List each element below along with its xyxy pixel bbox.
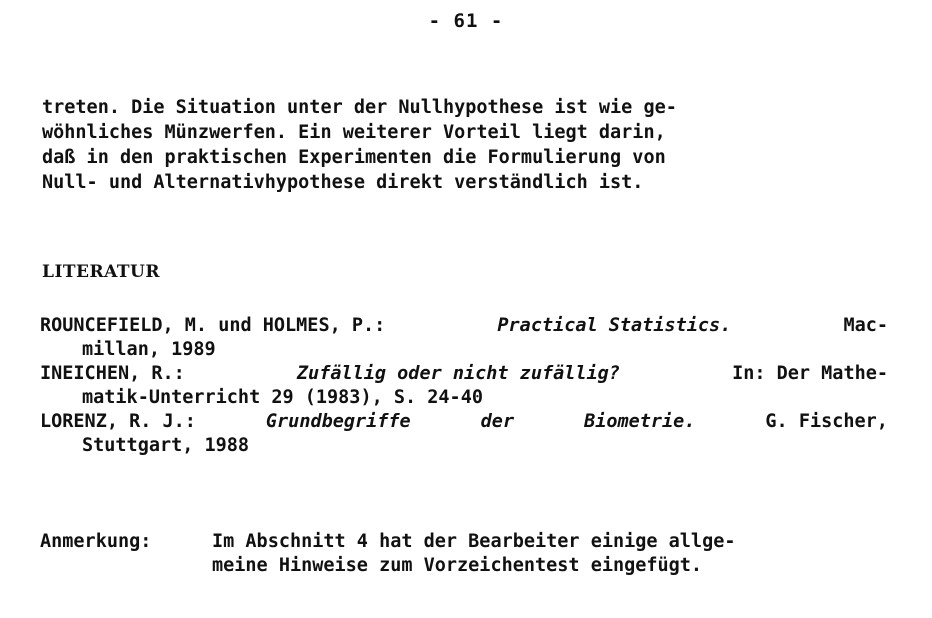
- reference-title-part-3: Biometrie.: [584, 411, 696, 432]
- reference-item: [40, 410, 888, 458]
- reference-title-part-2: der: [480, 411, 515, 432]
- page-number: - 61 -: [428, 10, 504, 32]
- reference-first-line: [40, 362, 888, 386]
- note-label: Anmerkung:: [40, 531, 152, 552]
- reference-first-line: [40, 410, 888, 434]
- section-heading: LITERATUR: [42, 262, 161, 282]
- reference-continuation: Stuttgart, 1988: [82, 435, 250, 456]
- reference-continuation: millan, 1989: [82, 339, 216, 360]
- reference-item: [40, 362, 888, 410]
- reference-item: [40, 314, 888, 362]
- reference-continuation: matik-Unterricht 29 (1983), S. 24-40: [82, 387, 483, 408]
- intro-paragraph: [42, 95, 888, 195]
- reference-publisher: Mac-: [843, 315, 888, 336]
- intro-line-3: daß in den praktischen Experimenten die Formulierung von: [42, 147, 666, 168]
- reference-list: [40, 314, 888, 458]
- reference-title-part-1: Grundbegriffe: [265, 411, 411, 432]
- reference-source: In: Der Mathe-: [732, 363, 888, 384]
- note-line-2: meine Hinweise zum Vorzeichentest eingefügt.: [212, 555, 703, 576]
- reference-author: INEICHEN, R.:: [40, 363, 185, 384]
- reference-title: Zufällig oder nicht zufällig?: [296, 363, 620, 384]
- reference-author: LORENZ, R. J.:: [40, 411, 196, 432]
- reference-title: Practical Statistics.: [497, 315, 732, 336]
- intro-line-4: Null- und Alternativhypothese direkt verständlich ist.: [42, 172, 644, 193]
- intro-line-1: treten. Die Situation unter der Nullhypothese ist wie ge-: [42, 97, 677, 118]
- reference-author: ROUNCEFIELD, M. und HOLMES, P.:: [40, 315, 386, 336]
- note-body: [212, 530, 888, 578]
- reference-publisher: G. Fischer,: [765, 411, 888, 432]
- reference-first-line: [40, 314, 888, 338]
- intro-line-2: wöhnliches Münzwerfen. Ein weiterer Vorteil liegt darin,: [42, 122, 666, 143]
- note-line-1: Im Abschnitt 4 hat der Bearbeiter einige allge-: [212, 531, 736, 552]
